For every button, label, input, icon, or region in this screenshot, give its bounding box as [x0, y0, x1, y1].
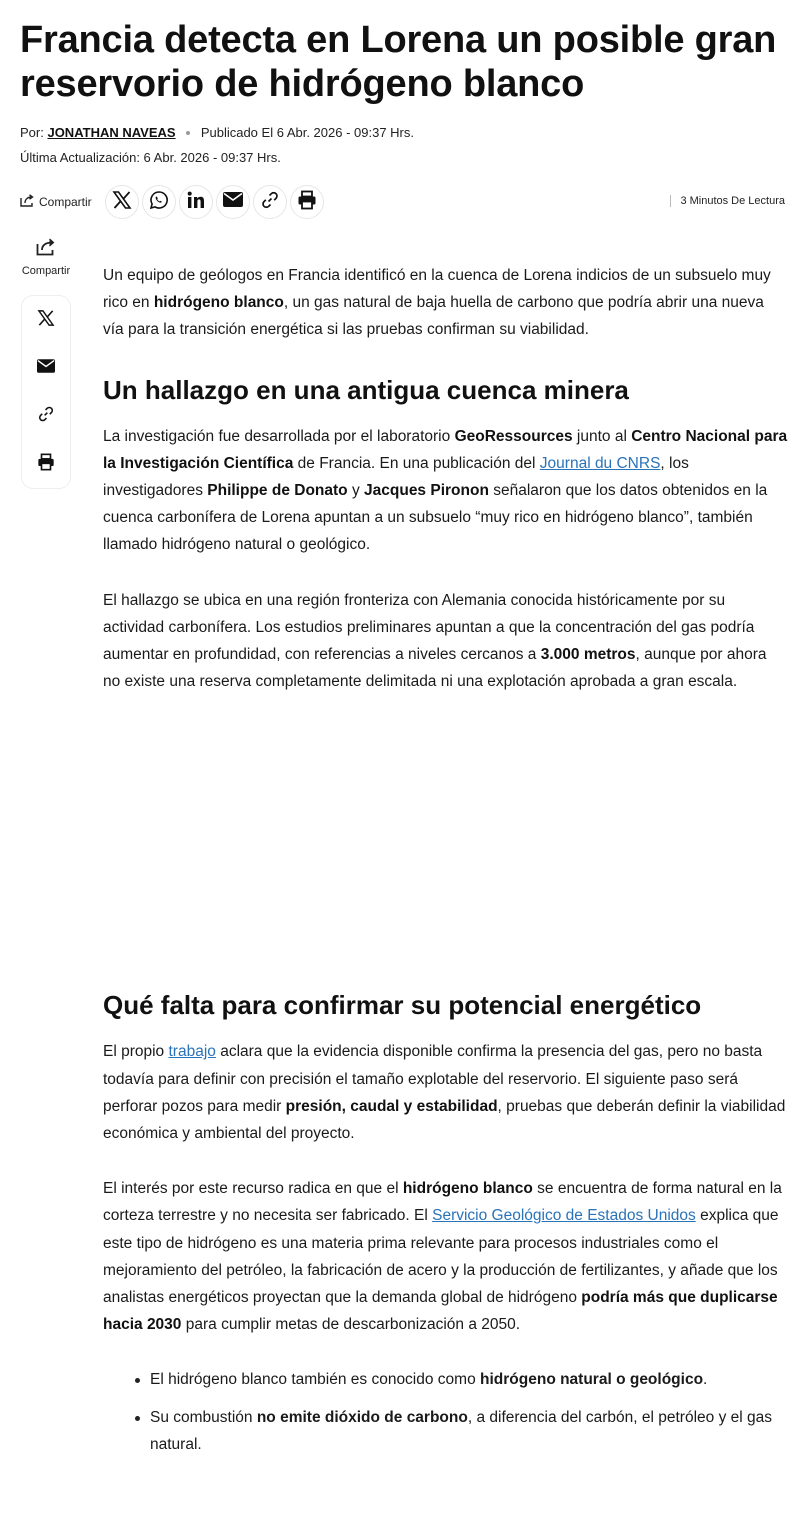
- share-bar: [20, 185, 785, 219]
- side-email-button[interactable]: [22, 353, 70, 383]
- side-x-button[interactable]: [22, 305, 70, 335]
- share-x-button[interactable]: [105, 185, 139, 219]
- share-linkedin-button[interactable]: [179, 185, 213, 219]
- link-icon: [260, 190, 280, 215]
- email-icon: [37, 359, 55, 378]
- x-icon: [37, 310, 55, 331]
- share-email-button[interactable]: [216, 185, 250, 219]
- share-print-button[interactable]: [290, 185, 324, 219]
- usgs-link[interactable]: Servicio Geológico de Estados Unidos: [432, 1207, 696, 1225]
- side-link-button[interactable]: [22, 401, 70, 431]
- link-icon: [37, 405, 55, 428]
- whatsapp-icon: [149, 190, 169, 215]
- ad-space: [103, 695, 788, 989]
- share-link-button[interactable]: [253, 185, 287, 219]
- trabajo-link[interactable]: trabajo: [168, 1043, 216, 1061]
- article-body: [103, 262, 788, 1458]
- read-time: 3 Minutos De Lectura: [670, 195, 785, 207]
- paragraph-intro: Un equipo de geólogos en Francia identificó en la cuenca de Lorena indicios de un subsuelo muy rico en hidrógeno blanco, un gas natural de baja huella de carbono que podría abrir una nueva vía para la transición energética si las pruebas confirman su viabilidad.: [103, 267, 771, 339]
- side-share-label: Compartir: [21, 265, 71, 277]
- x-icon: [112, 191, 132, 214]
- paragraph-region: El hallazgo se ubica en una región fronteriza con Alemania conocida históricamente por su actividad carbonífera. Los estudios preliminares apuntan a que la concentración del gas podría aumentar en profundidad, con referencias a niveles cercanos a 3.000 metros, aunque por ahora no existe una reserva completamente delimitada ni una explotación aprobada a gran escala.: [103, 591, 767, 691]
- share-whatsapp-button[interactable]: [142, 185, 176, 219]
- share-icon: [36, 243, 56, 260]
- section-heading-hallazgo: Un hallazgo en una antigua cuenca minera: [103, 374, 629, 405]
- byline: [20, 125, 414, 141]
- email-icon: [223, 192, 243, 212]
- side-share-panel: [21, 295, 71, 489]
- side-print-button[interactable]: [22, 449, 70, 479]
- bullet-list: [103, 1366, 788, 1458]
- paragraph-trabajo: El propio trabajo aclara que la evidencia disponible confirma la presencia del gas, pero no basta todavía para definir con precisión el tamaño explotable del reservorio. El siguiente paso será perforar pozos para medir presión, caudal y estabilidad, pruebas que deberán definir la viabilidad económica y ambiental del proyecto.: [103, 1043, 786, 1143]
- list-item: Su combustión no emite dióxido de carbono, a diferencia del carbón, el petróleo y el gas natural.: [103, 1404, 788, 1458]
- print-icon: [297, 190, 317, 215]
- linkedin-icon: [187, 191, 205, 214]
- section-heading-potencial: Qué falta para confirmar su potencial energético: [103, 990, 702, 1021]
- paragraph-interes: El interés por este recurso radica en que el hidrógeno blanco se encuentra de forma natural en la corteza terrestre y no necesita ser fabricado. El Servicio Geológico de Estados Unidos explica que este tipo de hidrógeno es una materia prima relevante para procesos industriales como el mejoramiento del petróleo, la fabricación de acero y la producción de fertilizantes, y añade que los analistas energéticos proyectan que la demanda global de hidrógeno podría más que duplicarse hacia 2030 para cumplir metas de descarbonización a 2050.: [103, 1180, 782, 1334]
- share-button[interactable]: [20, 194, 92, 210]
- byline-prefix: Por:: [20, 125, 44, 140]
- side-share-toggle[interactable]: [20, 238, 72, 277]
- separator-dot: [186, 131, 190, 135]
- journal-cnrs-link[interactable]: Journal du CNRS: [539, 454, 661, 472]
- author-link[interactable]: JONATHAN NAVEAS: [47, 125, 176, 140]
- paragraph-investigacion: La investigación fue desarrollada por el laboratorio GeoRessources junto al Centro Nacional para la Investigación Científica de Francia. En una publicación del Journal du CNRS, los investigadores Philippe de Donato y Jacques Pironon señalaron que los datos obtenidos en la cuenca carbonífera de Lorena apuntan a un subsuelo “muy rico en hidrógeno blanco”, también llamado hidrógeno natural o geológico.: [103, 427, 788, 554]
- published-date: Publicado El 6 Abr. 2026 - 09:37 Hrs.: [200, 125, 414, 140]
- share-icon: [20, 194, 34, 210]
- share-label: Compartir: [39, 195, 92, 209]
- updated-date: Última Actualización: 6 Abr. 2026 - 09:37 Hrs.: [20, 150, 281, 165]
- list-item: El hidrógeno blanco también es conocido como hidrógeno natural o geológico.: [103, 1366, 788, 1393]
- print-icon: [37, 453, 55, 476]
- article-title: Francia detecta en Lorena un posible gran reservorio de hidrógeno blanco: [20, 19, 777, 105]
